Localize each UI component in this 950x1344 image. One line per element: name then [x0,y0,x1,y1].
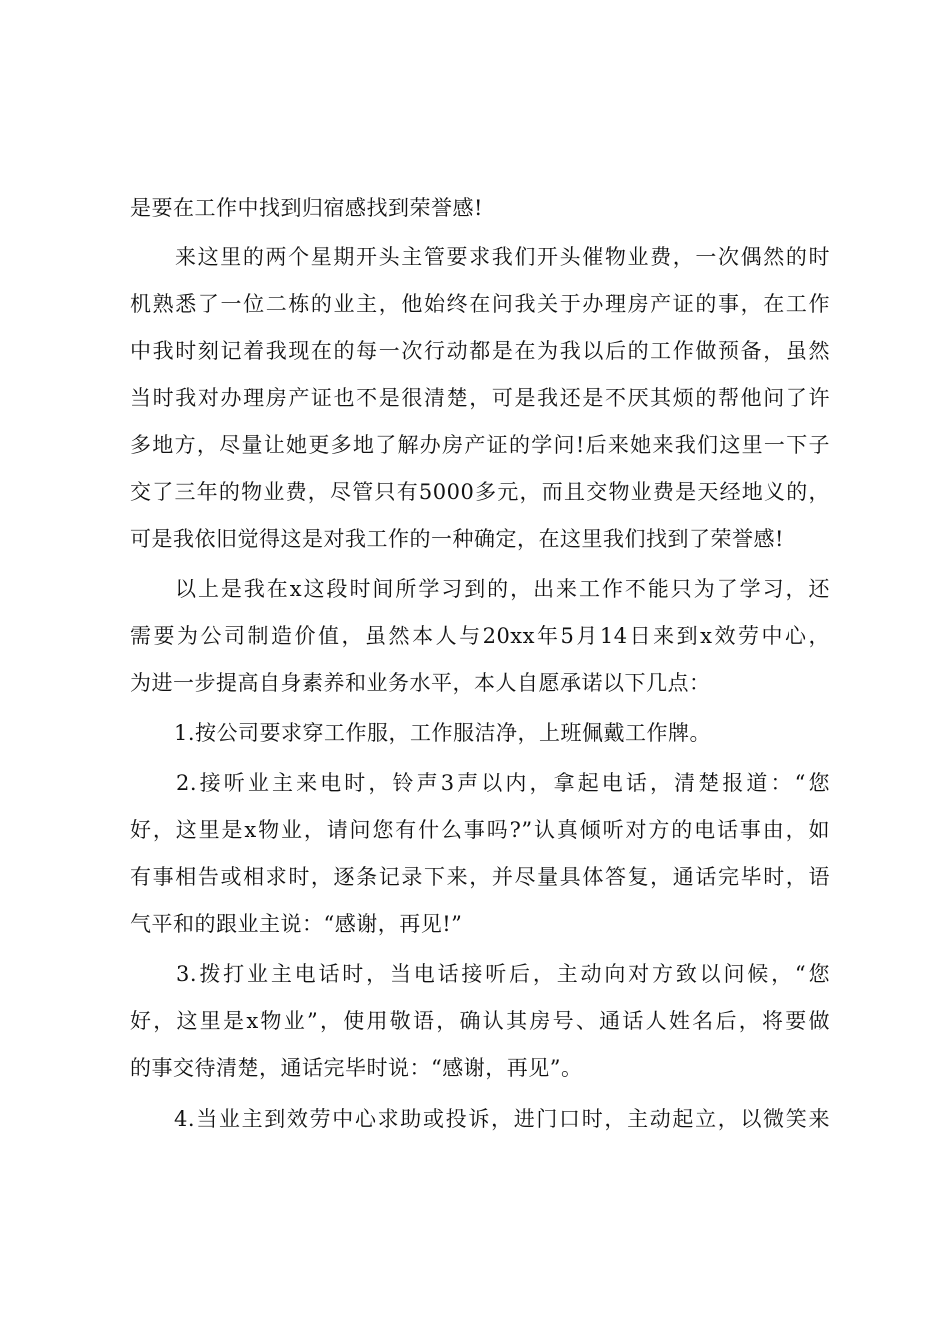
paragraph-line: 中我时刻记着我现在的每一次行动都是在为我以后的工作做预备，虽然 [130,339,830,363]
paragraph-line: 以上是我在x这段时间所学习到的，出来工作不能只为了学习，还 [175,577,830,601]
paragraph-line: 是要在工作中找到归宿感找到荣誉感! [130,196,483,220]
paragraph-line: 可是我依旧觉得这是对我工作的一种确定，在这里我们找到了荣誉感! [130,527,784,551]
paragraph-line: 好，这里是x物业”，使用敬语，确认其房号、通话人姓名后，将要做 [130,1009,830,1033]
paragraph-line: 多地方，尽量让她更多地了解办房产证的学问!后来她来我们这里一下子 [130,433,830,457]
list-item-4: 4.当业主到效劳中心求助或投诉，进门口时，主动起立，以微笑来 [174,1107,830,1131]
list-item-2: 2.接听业主来电时，铃声3声以内，拿起电话，清楚报道：“您 [176,771,830,795]
paragraph-line: 来这里的两个星期开头主管要求我们开头催物业费，一次偶然的时 [175,245,830,269]
paragraph-line: 气平和的跟业主说：“感谢，再见!” [130,912,463,936]
paragraph-line: 需要为公司制造价值，虽然本人与20xx年5月14日来到x效劳中心， [130,624,830,648]
paragraph-line: 有事相告或相求时，逐条记录下来，并尽量具体答复，通话完毕时，语 [130,865,830,889]
paragraph-line: 为进一步提高自身素养和业务水平，本人自愿承诺以下几点： [130,671,711,695]
paragraph-line: 当时我对办理房产证也不是很清楚，可是我还是不厌其烦的帮他问了许 [130,386,830,410]
paragraph-line: 机熟悉了一位二栋的业主，他始终在问我关于办理房产证的事，在工作 [130,292,830,316]
paragraph-line: 好，这里是x物业，请问您有什么事吗?”认真倾听对方的电话事由，如 [130,818,830,842]
paragraph-line: 的事交待清楚，通话完毕时说：“感谢，再见”。 [130,1056,583,1080]
list-item-3: 3.拨打业主电话时，当电话接听后，主动向对方致以问候，“您 [176,962,830,986]
paragraph-line: 交了三年的物业费，尽管只有5000多元，而且交物业费是天经地义的， [130,480,830,504]
list-item-1: 1.按公司要求穿工作服，工作服洁净，上班佩戴工作牌。 [174,721,712,745]
